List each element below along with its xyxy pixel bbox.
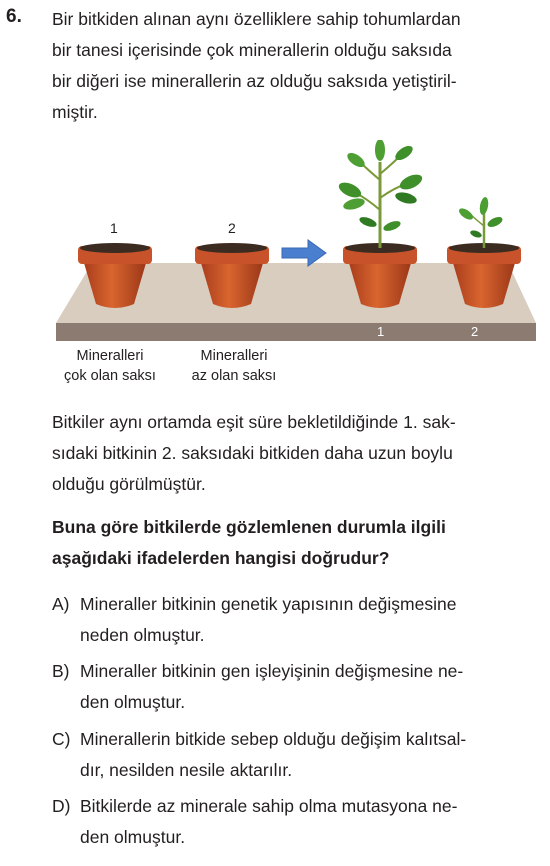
stem-line: bir diğeri ise minerallerin az olduğu saksıda yetiştiril-	[52, 71, 457, 91]
info-line: Bitkiler aynı ortamda eşit süre bekletildiğinde 1. sak-	[52, 412, 456, 432]
option-letter: C)	[52, 729, 71, 749]
experiment-figure	[50, 140, 540, 395]
caption-line: Mineralleri	[200, 348, 268, 364]
stem-line: bir tanesi içerisinde çok minerallerin olduğu saksıda	[52, 40, 452, 60]
caption-line: Mineralleri	[76, 348, 144, 364]
option-line: den olmuştur.	[80, 692, 186, 712]
option-line: Minerallerin bitkide sebep olduğu değişim kalıtsal-	[80, 729, 467, 749]
option-letter: A)	[52, 594, 70, 614]
option-letter: D)	[52, 796, 71, 816]
option-text	[80, 589, 456, 651]
tall-plant-icon	[337, 140, 425, 248]
question-number: 6.	[6, 6, 22, 27]
stem-line: miştir.	[52, 102, 98, 122]
option-line: Bitkilerde az minerale sahip olma mutasyona ne-	[80, 796, 458, 816]
option-line: dır, nesilden nesile aktarılır.	[80, 760, 293, 780]
caption-line: çok olan saksı	[64, 368, 156, 384]
caption-line: az olan saksı	[191, 368, 277, 384]
option-text	[80, 656, 463, 718]
short-plant-icon	[457, 196, 504, 248]
shelf-label-1: 1	[377, 324, 385, 339]
arrow-icon	[282, 240, 326, 266]
question-prompt	[52, 512, 540, 574]
caption-many-minerals	[42, 346, 178, 386]
shelf-front	[56, 323, 536, 341]
caption-few-minerals	[172, 346, 296, 386]
option-line: neden olmuştur.	[80, 625, 205, 645]
info-line: sıdaki bitkinin 2. saksıdaki bitkiden daha uzun boylu	[52, 443, 453, 463]
stem-line: Bir bitkiden alınan aynı özelliklere sahip tohumlardan	[52, 9, 461, 29]
option-text	[80, 724, 466, 786]
prompt-line: Buna göre bitkilerde gözlemlenen durumla ilgili	[52, 517, 446, 537]
pot-label-2: 2	[228, 220, 236, 236]
question-stem	[52, 4, 540, 128]
option-text	[80, 791, 457, 853]
option-line: Mineraller bitkinin gen işleyişinin değişmesine ne-	[80, 661, 464, 681]
option-letter: B)	[52, 661, 70, 681]
shelf-label-2: 2	[471, 324, 479, 339]
option-line: den olmuştur.	[80, 827, 186, 847]
option-line: Mineraller bitkinin genetik yapısının değişmesine	[80, 594, 457, 614]
prompt-line: aşağıdaki ifadelerden hangisi doğrudur?	[52, 548, 390, 568]
info-line: olduğu görülmüştür.	[52, 474, 206, 494]
observation-text	[52, 407, 540, 500]
pot-label-1: 1	[110, 220, 118, 236]
